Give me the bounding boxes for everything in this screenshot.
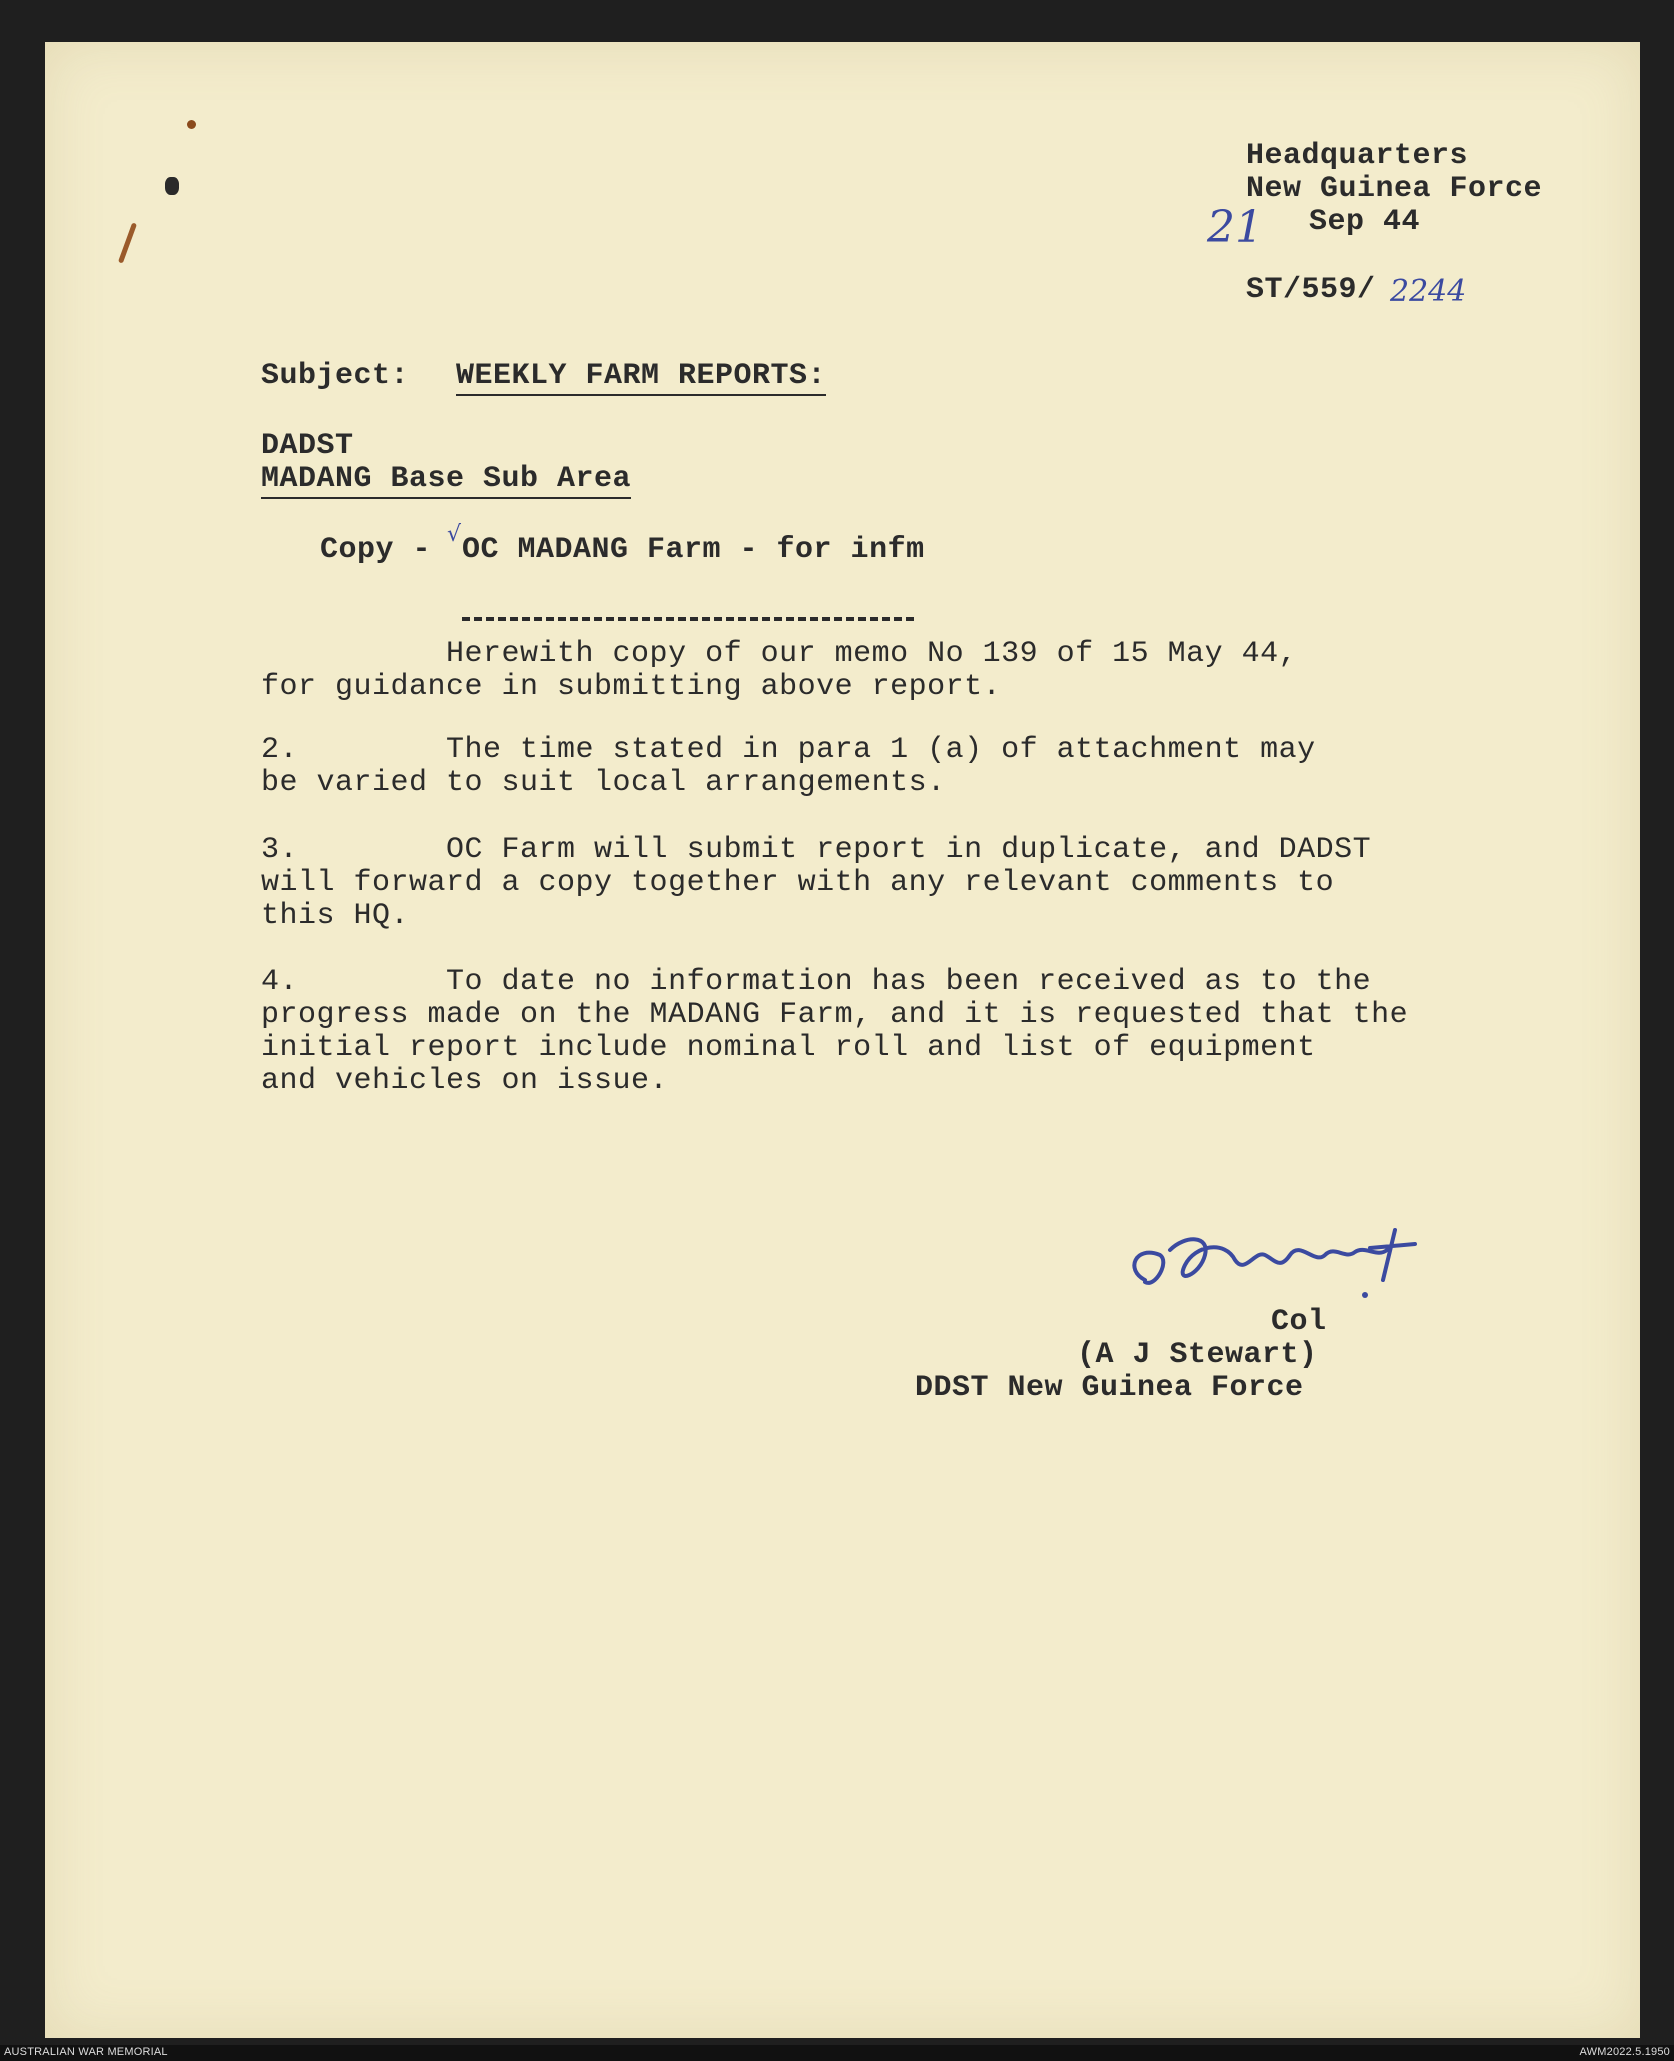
signature-handwritten xyxy=(1115,1210,1475,1320)
signatory-name: (A J Stewart) xyxy=(1077,1338,1318,1372)
header-org-line1: Headquarters xyxy=(1246,139,1469,173)
header-org-line2: New Guinea Force xyxy=(1246,172,1543,206)
addressee-line1: DADST xyxy=(261,429,354,463)
footer-institution: AUSTRALIAN WAR MEMORIAL xyxy=(4,2046,168,2058)
copy-prefix: Copy - xyxy=(320,533,432,567)
date-day-handwritten: 21 xyxy=(1207,202,1263,253)
signatory-rank: Col xyxy=(1271,1305,1327,1339)
para2-line1: 2. The time stated in para 1 (a) of attachment may xyxy=(261,733,1316,767)
punch-hole-mark xyxy=(165,177,179,195)
archive-footer xyxy=(0,2045,1674,2061)
rust-stain xyxy=(187,120,196,129)
header-ref: ST/559/ xyxy=(1246,273,1376,307)
copy-text: OC MADANG Farm - for infm xyxy=(462,533,925,567)
rust-streak xyxy=(118,222,137,263)
addressee-line2: MADANG Base Sub Area xyxy=(261,463,631,499)
para1-line1: Herewith copy of our memo No 139 of 15 May 44, xyxy=(261,637,1298,671)
para3-line2: will forward a copy together with any relevant comments to xyxy=(261,866,1335,900)
copy-tick-mark: √ xyxy=(447,522,462,547)
para4-line4: and vehicles on issue. xyxy=(261,1064,669,1098)
header-date: Sep 44 xyxy=(1309,205,1421,239)
para4-line3: initial report include nominal roll and list of equipment xyxy=(261,1031,1316,1065)
signatory-title: DDST New Guinea Force xyxy=(915,1371,1304,1405)
document-page xyxy=(45,42,1640,2038)
copy-underline-dashes xyxy=(462,617,914,621)
subject-title: WEEKLY FARM REPORTS: xyxy=(456,360,826,396)
ref-handwritten: 2244 xyxy=(1390,274,1467,309)
para1-line2: for guidance in submitting above report. xyxy=(261,670,1002,704)
footer-accession-number: AWM2022.5.1950 xyxy=(1579,2046,1670,2058)
para4-line2: progress made on the MADANG Farm, and it is requested that the xyxy=(261,998,1409,1032)
para2-line2: be varied to suit local arrangements. xyxy=(261,766,946,800)
para3-line3: this HQ. xyxy=(261,899,410,933)
para4-line1: 4. To date no information has been received as to the xyxy=(261,965,1372,999)
para3-line1: 3. OC Farm will submit report in duplicate, and DADST xyxy=(261,833,1372,867)
subject-label: Subject: xyxy=(261,359,410,393)
